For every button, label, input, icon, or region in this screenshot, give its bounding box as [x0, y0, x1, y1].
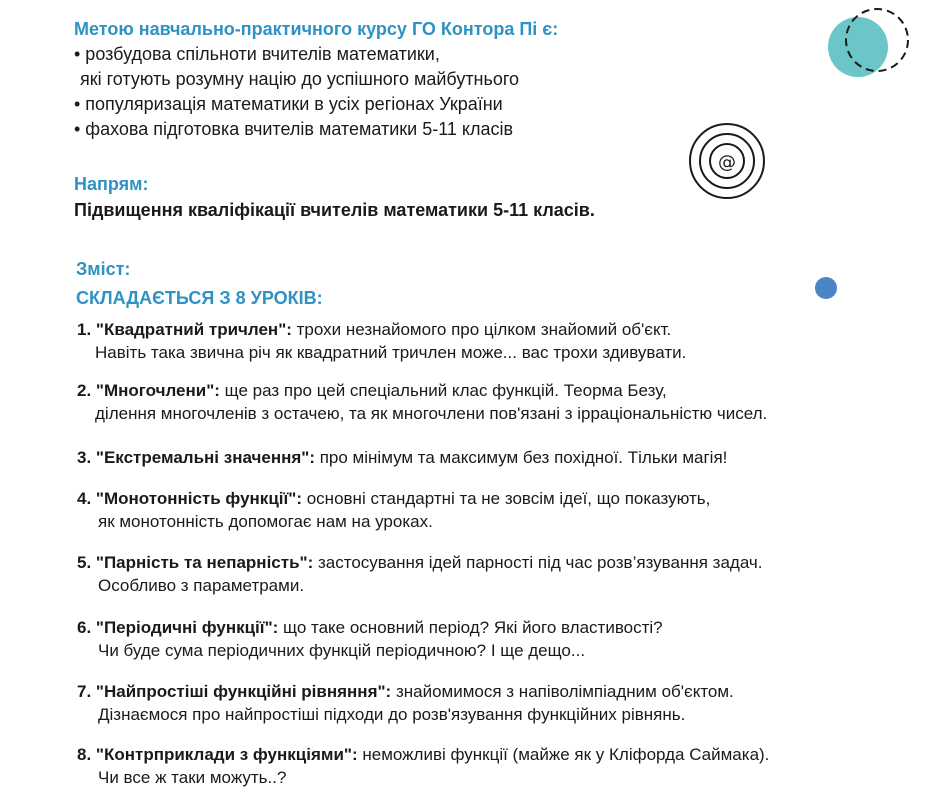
lesson-4-line2: як монотонність допомогає нам на уроках. [98, 512, 433, 531]
target-icon [686, 120, 768, 202]
lesson-8-line [77, 745, 769, 765]
lesson-5-line2: Особливо з параметрами. [98, 576, 305, 595]
goal-line-2: які готують розумну націю до успішного майбутнього [80, 69, 520, 89]
dot-icon [814, 276, 838, 300]
lesson-1-line2: Навіть така звична річ як квадратний тричлен може... вас трохи здивувати. [95, 343, 687, 362]
lesson-7-line2: Дізнаємося про найпростіші підходи до розв'язування функційних рівнянь. [98, 705, 686, 724]
lesson-2-text: ще раз про цей спеціальний клас функцій. Теорма Безу, [219, 381, 667, 400]
lesson-5-title: 5. "Парність та непарність": [77, 553, 314, 572]
goal-title: Метою навчально-практичного курсу ГО Контора Пі є: [74, 19, 559, 39]
lesson-8-text: неможливі функції (майже як у Кліфорда Саймака). [357, 745, 770, 764]
lesson-1-line [77, 320, 671, 340]
goal-line-3: • популяризація математики в усіх регіонах України [74, 94, 503, 114]
content-title: Зміст: [76, 259, 131, 279]
lesson-2-line2: ділення многочленів з остачею, та як многочлени пов'язані з ірраціональністю чисел. [95, 404, 768, 423]
lesson-7-text: знайомимося з напіволімпіадним об'єктом. [391, 682, 734, 701]
lesson-5-line [77, 553, 763, 573]
lesson-2-line [77, 381, 667, 401]
circles-icon [820, 2, 920, 82]
lesson-6-line2: Чи буде сума періодичних функцій періодичною? І ще дещо... [98, 641, 586, 660]
goal-line-4: • фахова підготовка вчителів математики 5-11 класів [74, 119, 514, 139]
content-subtitle: СКЛАДАЄТЬСЯ З 8 УРОКІВ: [76, 288, 323, 308]
lesson-2-title: 2. "Многочлени": [77, 381, 220, 400]
lesson-6-text: що таке основний період? Які його властивості? [278, 618, 663, 637]
at-sign: @ [718, 152, 736, 173]
lesson-7-title: 7. "Найпростіші функційні рівняння": [77, 682, 392, 701]
lesson-3-text: про мінімум та максимум без похідної. Тільки магія! [315, 448, 728, 467]
lesson-4-line [77, 489, 710, 509]
goal-line-1: • розбудова спільноти вчителів математики, [74, 44, 440, 64]
lesson-3-line [77, 448, 727, 468]
lesson-3-title: 3. "Екстремальні значення": [77, 448, 315, 467]
lesson-1-text: трохи незнайомого про цілком знайомий об'єкт. [291, 320, 672, 339]
lesson-1-title: 1. "Квадратний тричлен": [77, 320, 292, 339]
lesson-8-title: 8. "Контрприклади з функціями": [77, 745, 358, 764]
direction-title: Напрям: [74, 174, 149, 194]
direction-text: Підвищення кваліфікації вчителів математики 5-11 класів. [74, 200, 595, 220]
lesson-6-title: 6. "Періодичні функції": [77, 618, 279, 637]
lesson-5-text: застосування ідей парності під час розв’язування задач. [313, 553, 763, 572]
lesson-6-line [77, 618, 663, 638]
teal-circle [828, 17, 888, 77]
lesson-7-line [77, 682, 734, 702]
lesson-4-text: основні стандартні та не зовсім ідеї, що показують, [302, 489, 711, 508]
lesson-8-line2: Чи все ж таки можуть..? [98, 768, 287, 787]
lesson-4-title: 4. "Монотонність функції": [77, 489, 302, 508]
